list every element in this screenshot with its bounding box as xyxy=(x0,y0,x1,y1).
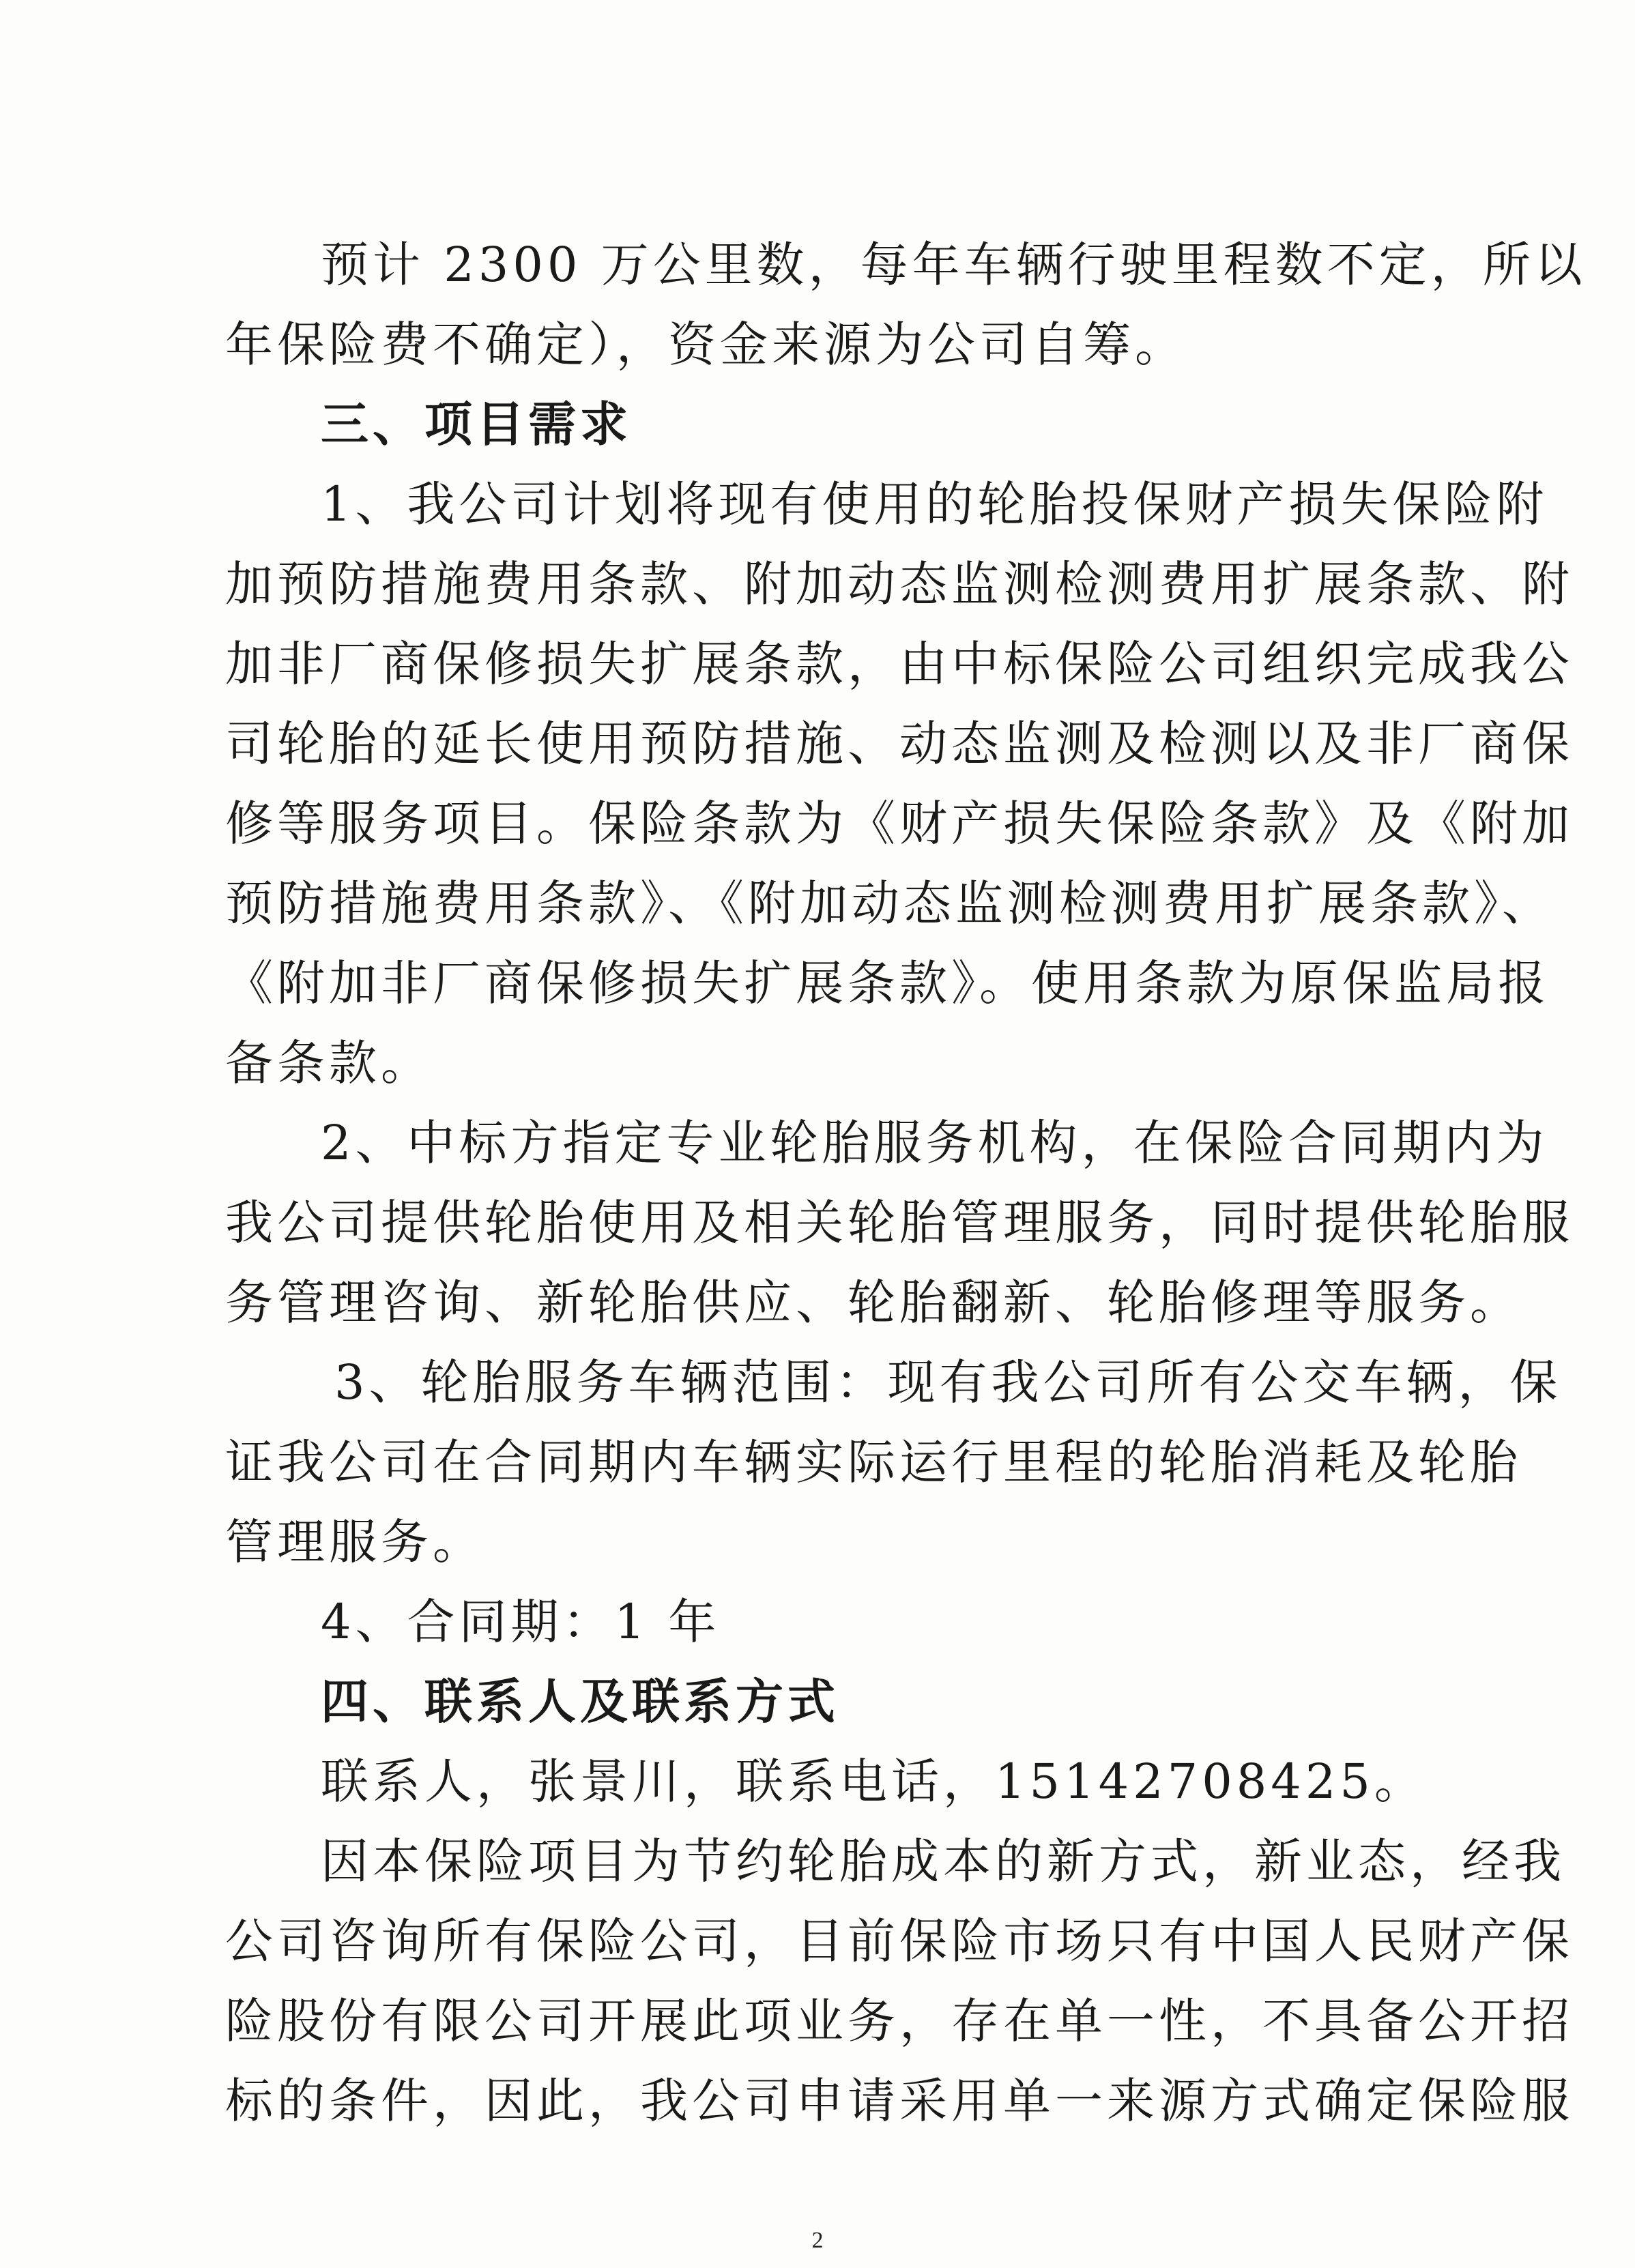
document-body xyxy=(225,225,1587,2141)
paragraph-line: 加非厂商保修损失扩展条款，由中标保险公司组织完成我公 xyxy=(225,636,1574,692)
paragraph-line: 年保险费不确定），资金来源为公司自筹。 xyxy=(225,317,1187,373)
paragraph-line: 3、轮胎服务车辆范围：现有我公司所有公交车辆，保 xyxy=(334,1354,1562,1410)
paragraph-line: 因本保险项目为节约轮胎成本的新方式，新业态，经我 xyxy=(321,1833,1565,1889)
paragraph-line: 4、合同期：1 年 xyxy=(321,1594,721,1650)
paragraph-line: 1、我公司计划将现有使用的轮胎投保财产损失保险附 xyxy=(321,476,1548,532)
paragraph-line: 我公司提供轮胎使用及相关轮胎管理服务，同时提供轮胎服 xyxy=(225,1195,1574,1251)
paragraph-line: 务管理咨询、新轮胎供应、轮胎翻新、轮胎修理等服务。 xyxy=(225,1275,1522,1331)
paragraph-line: 2、中标方指定专业轮胎服务机构，在保险合同期内为 xyxy=(321,1115,1548,1171)
paragraph-line: 管理服务。 xyxy=(225,1514,484,1570)
section-heading-requirements: 三、项目需求 xyxy=(321,396,632,452)
paragraph-line: 公司咨询所有保险公司，目前保险市场只有中国人民财产保 xyxy=(225,1913,1574,1969)
paragraph-line: 险股份有限公司开展此项业务，存在单一性，不具备公开招 xyxy=(225,1993,1574,2049)
paragraph-line: 备条款。 xyxy=(225,1035,433,1091)
paragraph-line: 证我公司在合同期内车辆实际运行里程的轮胎消耗及轮胎 xyxy=(225,1434,1522,1490)
paragraph-line: 司轮胎的延长使用预防措施、动态监测及检测以及非厂商保 xyxy=(225,716,1574,772)
paragraph-line: 标的条件，因此，我公司申请采用单一来源方式确定保险服 xyxy=(225,2073,1574,2129)
paragraph-line: 预防措施费用条款》、《附加动态监测检测费用扩展条款》、 xyxy=(225,875,1554,931)
page-number: 2 xyxy=(811,2228,824,2253)
paragraph-line: 《附加非厂商保修损失扩展条款》。使用条款为原保监局报 xyxy=(225,955,1550,1011)
paragraph-line: 修等服务项目。保险条款为《财产损失保险条款》及《附加 xyxy=(225,796,1574,852)
paragraph-line: 预计 2300 万公里数，每年车辆行驶里程数不定，所以 xyxy=(321,237,1587,293)
section-heading-contact: 四、联系人及联系方式 xyxy=(321,1674,839,1730)
paragraph-line: 加预防措施费用条款、附加动态监测检测费用扩展条款、附 xyxy=(225,556,1574,612)
contact-line: 联系人，张景川，联系电话，15142708425。 xyxy=(321,1754,1426,1809)
